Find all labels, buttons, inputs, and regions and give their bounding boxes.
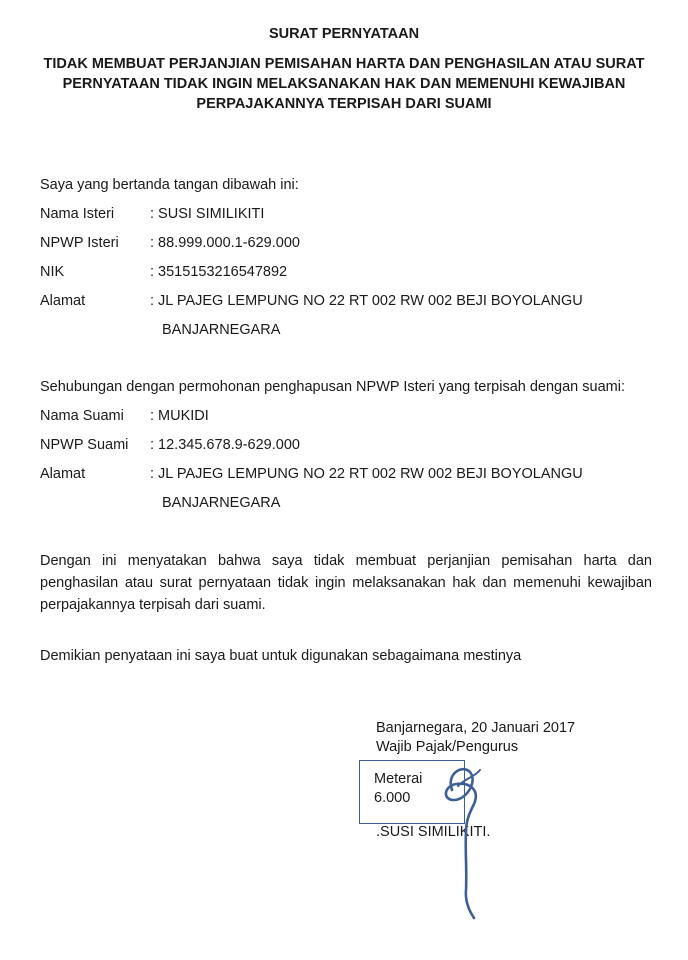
place-date: Banjarnegara, 20 Januari 2017 bbox=[376, 720, 576, 736]
wife-address-line1: : JL PAJEG LEMPUNG NO 22 RT 002 RW 002 BEJI BOYOLANGU bbox=[150, 293, 583, 309]
subtitle-line: TIDAK MEMBUAT PERJANJIAN PEMISAHAN HARTA DAN PENGHASILAN ATAU SURAT bbox=[43, 56, 645, 72]
husband-address-label: Alamat bbox=[40, 466, 86, 482]
husband-npwp-label: NPWP Suami bbox=[40, 437, 129, 453]
signer-role: Wajib Pajak/Pengurus bbox=[376, 739, 519, 755]
closing-text: Demikian penyataan ini saya buat untuk digunakan sebagaimana mestinya bbox=[40, 648, 522, 664]
husband-name-value: : MUKIDI bbox=[150, 408, 209, 424]
document-title: SURAT PERNYATAAN bbox=[268, 26, 420, 42]
stamp-label: Meterai bbox=[374, 771, 423, 787]
wife-address-label: Alamat bbox=[40, 293, 86, 309]
husband-address-line2: BANJARNEGARA bbox=[162, 495, 281, 511]
husband-name-label: Nama Suami bbox=[40, 408, 124, 424]
intro-text: Saya yang bertanda tangan dibawah ini: bbox=[40, 177, 299, 193]
subtitle-line: PERPAJAKANNYA TERPISAH DARI SUAMI bbox=[196, 96, 492, 112]
wife-name-value: : SUSI SIMILIKITI bbox=[150, 206, 265, 222]
wife-npwp-value: : 88.999.000.1-629.000 bbox=[150, 235, 300, 251]
husband-address-line1: : JL PAJEG LEMPUNG NO 22 RT 002 RW 002 BEJI BOYOLANGU bbox=[150, 466, 583, 482]
wife-nik-label: NIK bbox=[40, 264, 65, 280]
statement-paragraph: Dengan ini menyatakan bahwa saya tidak membuat perjanjian pemisahan harta dan penghasilan atau surat pernyataan tidak ingin melaksanakan hak dan memenuhi kewajiban perpajakannya terpisah dari suami. bbox=[40, 553, 652, 613]
wife-npwp-label: NPWP Isteri bbox=[40, 235, 119, 251]
wife-nik-value: : 3515153216547892 bbox=[150, 264, 288, 280]
stamp-amount: 6.000 bbox=[374, 790, 411, 806]
wife-name-label: Nama Isteri bbox=[40, 206, 115, 222]
husband-npwp-value: : 12.345.678.9-629.000 bbox=[150, 437, 300, 453]
signer-name: .SUSI SIMILIKITI. bbox=[376, 824, 491, 840]
subtitle-line: PERNYATAAN TIDAK INGIN MELAKSANAKAN HAK DAN MEMENUHI KEWAJIBAN bbox=[62, 76, 626, 92]
wife-address-line2: BANJARNEGARA bbox=[162, 322, 281, 338]
connection-text: Sehubungan dengan permohonan penghapusan NPWP Isteri yang terpisah dengan suami: bbox=[40, 379, 625, 395]
